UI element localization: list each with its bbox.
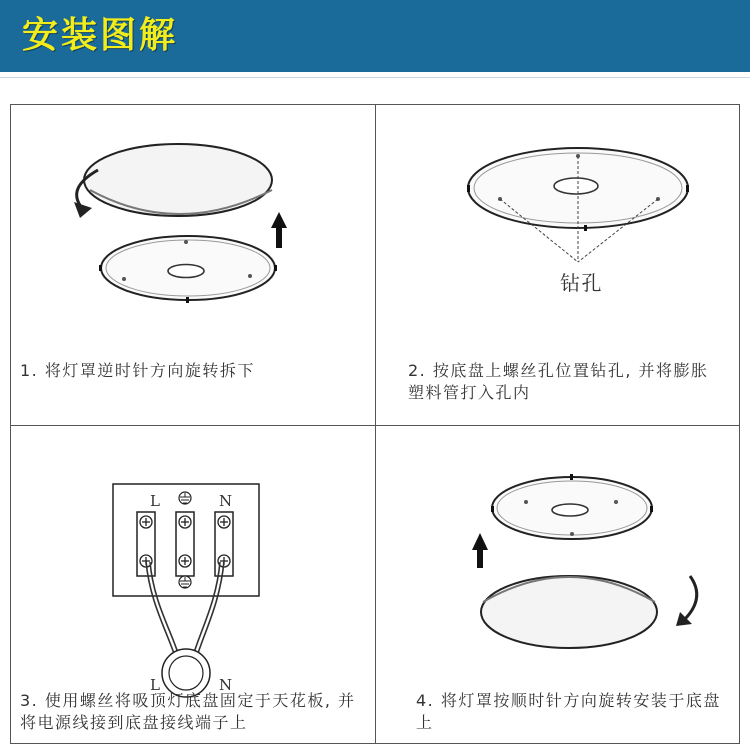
step-1-panel bbox=[10, 104, 375, 425]
step-3-text: 3. 使用螺丝将吸顶灯底盘固定于天花板, 并将电源线接到底盘接线端子上 bbox=[20, 691, 356, 732]
terminal-block-illustration bbox=[113, 484, 259, 596]
terminal-label-neutral-bottom: N bbox=[219, 676, 234, 694]
base-plate-illustration bbox=[491, 474, 653, 539]
base-plate-illustration bbox=[99, 236, 277, 303]
step-2-panel bbox=[376, 104, 740, 425]
step-3-panel bbox=[10, 426, 375, 744]
header-divider bbox=[0, 77, 750, 78]
up-arrow-icon bbox=[271, 212, 287, 248]
step-1-text: 1. 将灯罩逆时针方向旋转拆下 bbox=[20, 361, 255, 380]
clockwise-arrow-icon bbox=[676, 576, 697, 626]
lamp-cover-illustration bbox=[84, 144, 272, 216]
instruction-grid bbox=[10, 104, 740, 744]
terminal-label-live-bottom: L bbox=[150, 676, 162, 694]
step-2-text: 2. 按底盘上螺丝孔位置钻孔, 并将膨胀塑料管打入孔内 bbox=[408, 361, 709, 402]
terminal-label-live-top: L bbox=[150, 492, 162, 510]
step-4-text: 4. 将灯罩按顺时针方向旋转安装于底盘上 bbox=[416, 691, 721, 732]
up-arrow-icon bbox=[472, 533, 488, 568]
step-4-panel bbox=[376, 426, 740, 744]
terminal-label-neutral-top: N bbox=[219, 492, 234, 510]
header-banner bbox=[0, 0, 750, 72]
drill-callout-label: 钻孔 bbox=[560, 271, 603, 295]
lamp-cover-illustration bbox=[481, 576, 657, 648]
page-title: 安装图解 bbox=[22, 15, 179, 56]
